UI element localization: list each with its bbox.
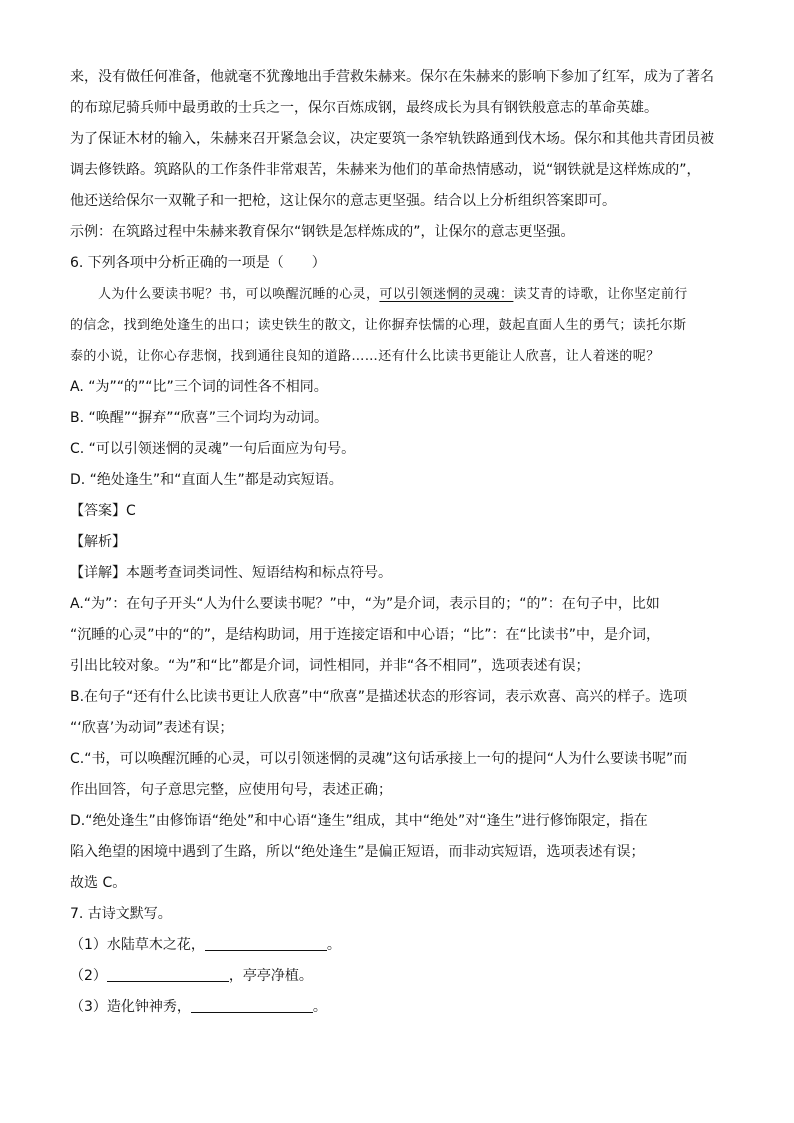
passage-text: 人为什么要读书呢？书，可以唤醒沉睡的心灵， <box>98 287 380 302</box>
context-line: 他还送给保尔一双靴子和一把枪，这让保尔的意志更坚强。结合以上分析组织答案即可。 <box>70 193 616 209</box>
analysis-tag: 【解析】 <box>70 534 126 550</box>
item-number: （1） <box>70 937 107 953</box>
explanation-line: 陷入绝望的困境中遇到了生路，所以“绝处逢生”是偏正短语，而非动宾短语，选项表述有误； <box>70 844 645 860</box>
item-text: 水陆草木之花， <box>106 937 205 953</box>
item-end: 。 <box>326 937 341 953</box>
detail-tag: 【详解】 <box>70 565 126 581</box>
fill-blank <box>191 994 313 1013</box>
option-b: B. “唤醒”“摒弃”“欣喜”三个词均为动词。 <box>70 410 329 426</box>
recitation-item-2 <box>70 961 730 992</box>
context-line: 为了保证木材的输入，朱赫来召开紧急会议，决定要筑一条窄轨铁路通到伐木场。保尔和其他共青团员被 <box>70 131 714 147</box>
item-end: ，亭亭净植。 <box>228 968 313 984</box>
fill-blank <box>205 932 327 951</box>
answer-tag: 【答案】 <box>70 503 126 519</box>
reading-passage <box>70 279 730 372</box>
underlined-phrase: 可以引领迷惘的灵魂： <box>379 287 514 302</box>
option-a: A. “为”“的”“比”三个词的词性各不相同。 <box>70 379 328 395</box>
explanation-line: “‘欣喜’为动词”表述有误； <box>70 720 234 736</box>
recitation-item-3 <box>70 992 730 1023</box>
detail-line <box>70 558 730 589</box>
previous-answer-context <box>70 62 730 248</box>
explanation-line: 作出回答，句子意思完整，应使用句号，表述正确； <box>70 782 392 798</box>
answer-line <box>70 496 730 527</box>
recitation-item-1 <box>70 930 730 961</box>
explanation-line: B.在句子“还有什么比读书更让人欣喜”中“欣喜”是描述状态的形容词，表示欢喜、高兴的样子。选项 <box>70 689 688 705</box>
item-number: （3） <box>70 999 107 1015</box>
item-end: 。 <box>312 999 327 1015</box>
item-text: 造化钟神秀， <box>106 999 191 1015</box>
explanation-line: A.“为”：在句子开头“人为什么要读书呢？”中，“为”是介词，表示目的；“的”：在句子中，比如 <box>70 596 660 612</box>
explanation <box>70 589 730 899</box>
item-number: （2） <box>70 968 107 984</box>
explanation-line: C.“书，可以唤醒沉睡的心灵，可以引领迷惘的灵魂”这句话承接上一句的提问“人为什么要读书呢”而 <box>70 751 688 767</box>
answer-value: C <box>126 503 136 519</box>
explanation-line: 故选 C。 <box>70 875 127 891</box>
question-7 <box>70 899 730 1023</box>
passage-line: 的信念，找到绝处逢生的出口；读史铁生的散文，让你摒弃怯懦的心理，鼓起直面人生的勇气；读托尔斯 <box>70 318 687 333</box>
explanation-line: “沉睡的心灵”中的“的”，是结构助词，用于连接定语和中心语；“比”：在“比读书”中，是介词， <box>70 627 661 643</box>
exam-page <box>70 62 730 1023</box>
context-line: 来，没有做任何准备，他就毫不犹豫地出手营救朱赫来。保尔在朱赫来的影响下参加了红军，成为了著名 <box>70 69 714 85</box>
option-d: D. “绝处逢生”和“直面人生”都是动宾短语。 <box>70 472 343 488</box>
passage-line <box>70 279 730 310</box>
context-line: 示例：在筑路过程中朱赫来教育保尔“钢铁是怎样炼成的”，让保尔的意志更坚强。 <box>70 224 575 240</box>
option-c: C. “可以引领迷惘的灵魂”一句后面应为句号。 <box>70 441 356 457</box>
context-line: 调去修铁路。筑路队的工作条件非常艰苦，朱赫来为他们的革命热情感动，说“钢铁就是这样炼成的”， <box>70 162 701 178</box>
question-7-stem: 7. 古诗文默写。 <box>70 906 172 922</box>
detail-intro: 本题考查词类词性、短语结构和标点符号。 <box>126 565 392 581</box>
context-line: 的布琼尼骑兵师中最勇敢的士兵之一，保尔百炼成钢，最终成长为具有钢铁般意志的革命英雄。 <box>70 100 658 116</box>
passage-line: 泰的小说，让你心存悲悯，找到通往良知的道路……还有什么比读书更能让人欣喜，让人着迷的呢？ <box>70 349 660 364</box>
passage-text: 读艾青的诗歌，让你坚定前行 <box>513 287 688 302</box>
explanation-line: D.“绝处逢生”由修饰语“绝处”和中心语“逢生”组成，其中“绝处”对“逢生”进行修饰限定，指在 <box>70 813 648 829</box>
question-6-stem: 6. 下列各项中分析正确的一项是（ ） <box>70 255 326 271</box>
fill-blank <box>107 963 229 982</box>
question-6 <box>70 248 730 899</box>
explanation-line: 引出比较对象。“为”和“比”都是介词，词性相同，并非“各不相同”，选项表述有误； <box>70 658 590 674</box>
